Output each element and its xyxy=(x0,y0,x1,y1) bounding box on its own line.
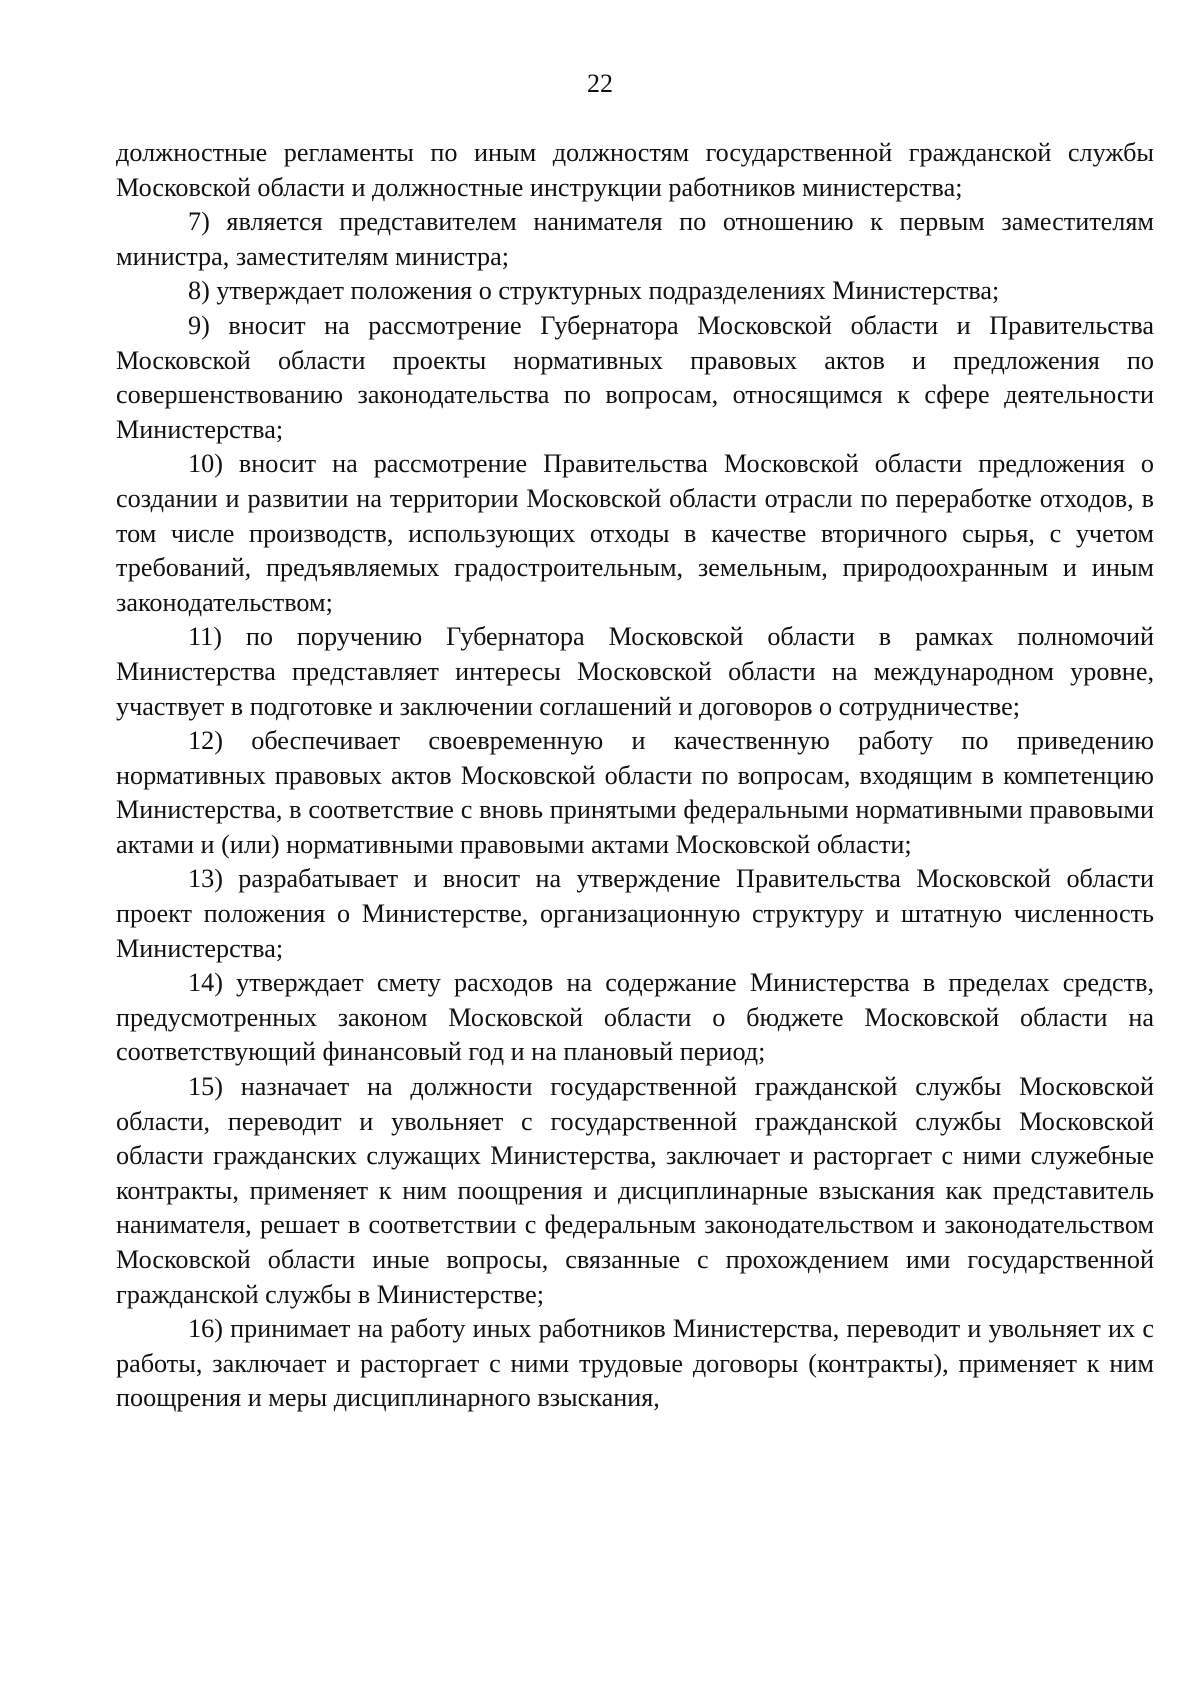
paragraph-item-8: 8) утверждает положения о структурных подразделениях Министерства; xyxy=(188,276,1000,306)
paragraph-item-16: 16) принимает на работу иных работников Министерства, переводит и увольняет их с работы, заключает и расторгает с ними трудовые договоры (контракты), применяет к ним поощрения и меры дисциплинарного взыскания, xyxy=(116,1314,1154,1413)
paragraph-continuation: должностные регламенты по иным должностям государственной гражданской службы Московской области и должностные инструкции работников министерства; xyxy=(116,138,1154,202)
paragraph-item-9: 9) вносит на рассмотрение Губернатора Московской области и Правительства Московской области проекты нормативных правовых актов и предложения по совершенствованию законодательства по вопросам, относящимся к сфере деятельности Министерства; xyxy=(116,310,1154,444)
paragraph-item-14: 14) утверждает смету расходов на содержание Министерства в пределах средств, предусмотренных законом Московской области о бюджете Московской области на соответствующий финансовый год и на плановый период; xyxy=(116,968,1154,1067)
page-number: 22 xyxy=(587,69,613,98)
paragraph-item-10: 10) вносит на рассмотрение Правительства Московской области предложения о создании и развитии на территории Московской области отрасли по переработке отходов, в том числе производств, использующих отходы в качестве вторичного сырья, с учетом требований, предъявляемых градостроительным, земельным, природоохранным и иным законодательством; xyxy=(116,449,1154,617)
paragraph-item-15: 15) назначает на должности государственной гражданской службы Московской области, переводит и увольняет с государственной гражданской службы Московской области гражданских служащих Министерства, заключает и расторгает с ними служебные контракты, применяет к ним поощрения и дисциплинарные взыскания как представитель нанимателя, решает в соответствии с федеральным законодательством и законодательством Московской области иные вопросы, связанные с прохождением ими государственной гражданской службы в Министерстве; xyxy=(116,1072,1154,1309)
paragraph-item-12: 12) обеспечивает своевременную и качественную работу по приведению нормативных правовых актов Московской области по вопросам, входящим в компетенцию Министерства, в соответствие с вновь принятыми федеральными нормативными правовыми актами и (или) нормативными правовыми актами Московской области; xyxy=(116,726,1154,859)
paragraph-item-7: 7) является представителем нанимателя по отношению к первым заместителям министра, заместителям министра; xyxy=(116,207,1154,271)
paragraph-item-11: 11) по поручению Губернатора Московской области в рамках полномочий Министерства представляет интересы Московской области на международном уровне, участвует в подготовке и заключении соглашений и договоров о сотрудничестве; xyxy=(116,622,1154,721)
document-body xyxy=(116,136,1154,1416)
paragraph-item-13: 13) разрабатывает и вносит на утверждение Правительства Московской области проект положения о Министерстве, организационную структуру и штатную численность Министерства; xyxy=(116,864,1154,963)
